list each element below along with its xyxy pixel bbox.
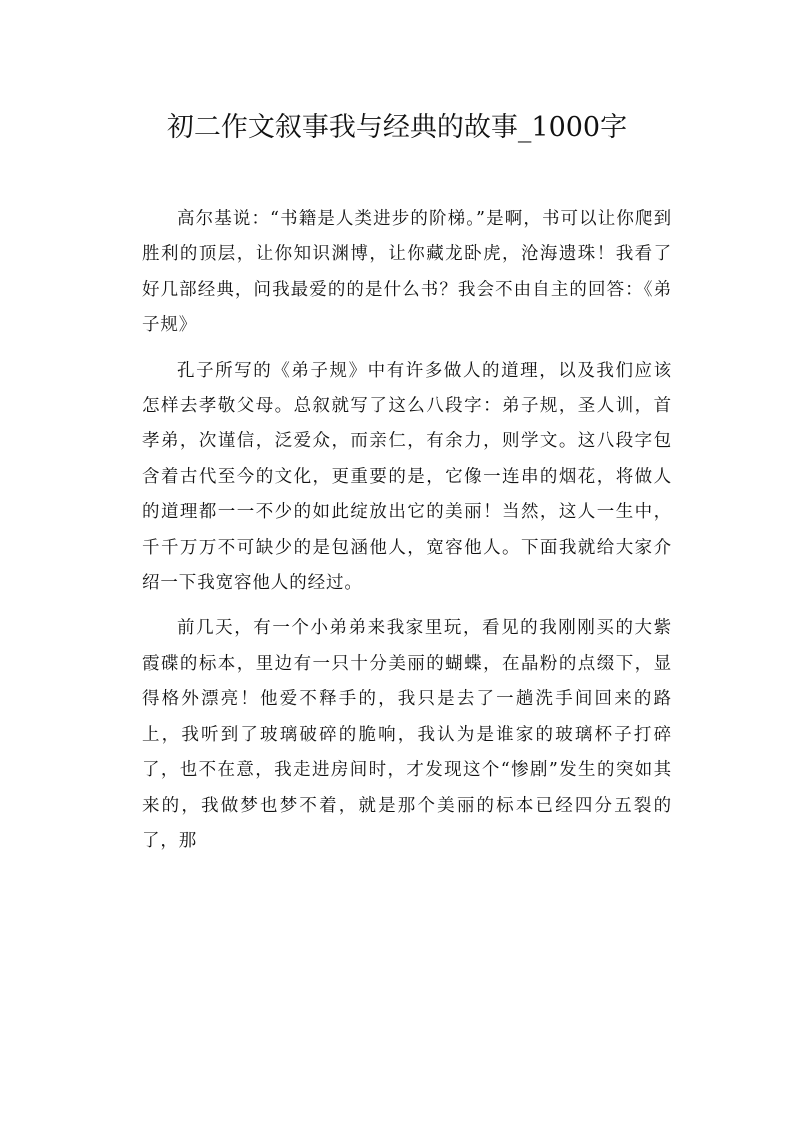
document-body (142, 202, 672, 859)
paragraph-1: 高尔基说：“书籍是人类进步的阶梯。”是啊，书可以让你爬到胜利的顶层，让你知识渊博，让你藏龙卧虎，沧海遗珠！我看了好几部经典，问我最爱的的是什么书？我会不由自主的回答：《弟子规》 (142, 209, 672, 336)
paragraph-2: 孔子所写的《弟子规》中有许多做人的道理，以及我们应该怎样去孝敬父母。总叙就写了这么八段字：弟子规，圣人训，首孝弟，次谨信，泛爱众，而亲仁，有余力，则学文。这八段字包含着古代至今的文化，更重要的是，它像一连串的烟花，将做人的道理都一一不少的如此绽放出它的美丽！当然，这人一生中，千千万万不可缺少的是包涵他人，宽容他人。下面我就给大家介绍一下我宽容他人的经过。 (142, 360, 672, 594)
document-title: 初二作文叙事我与经典的故事_1000字 (166, 112, 628, 143)
paragraph-3: 前几天，有一个小弟弟来我家里玩，看见的我刚刚买的大紫霞碟的标本，里边有一只十分美丽的蝴蝶，在晶粉的点缀下，显得格外漂亮！他爱不释手的，我只是去了一趟洗手间回来的路上，我听到了玻璃破碎的脆响，我认为是谁家的玻璃杯子打碎了，也不在意，我走进房间时，才发现这个“惨剧”发生的突如其来的，我做梦也梦不着，就是那个美丽的标本已经四分五裂的了，那 (142, 618, 672, 851)
